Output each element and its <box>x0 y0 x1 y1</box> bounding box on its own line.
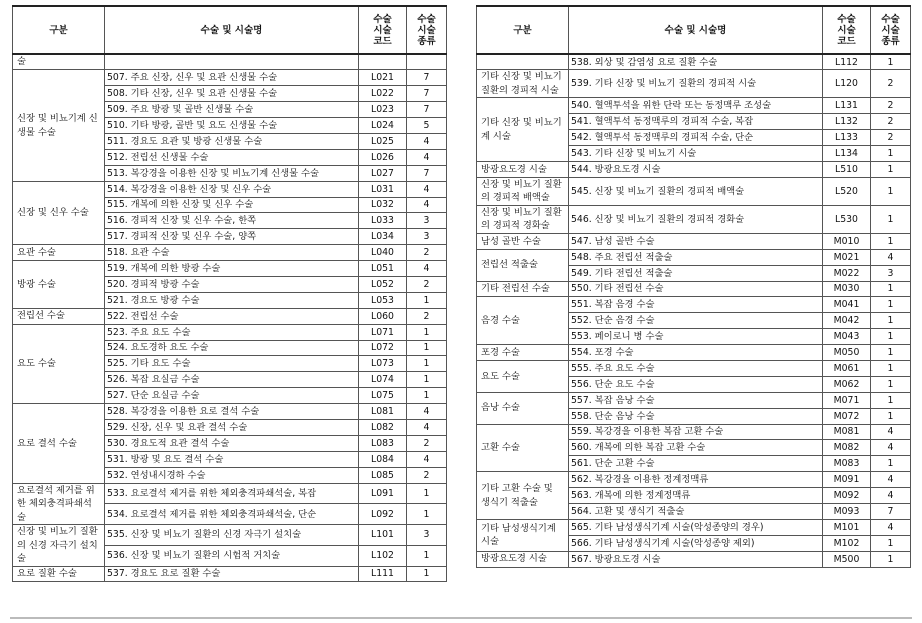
code-cell: M041 <box>823 297 871 313</box>
code-cell: L053 <box>359 292 407 308</box>
count-cell: 1 <box>871 360 911 376</box>
count-cell: 2 <box>407 276 447 292</box>
category-cell <box>477 54 569 70</box>
code-cell: L052 <box>359 276 407 292</box>
count-cell: 4 <box>871 488 911 504</box>
table-row <box>477 392 911 408</box>
code-cell: L075 <box>359 388 407 404</box>
code-cell: L024 <box>359 118 407 134</box>
code-cell: L131 <box>823 98 871 114</box>
table-row <box>13 181 447 197</box>
table-row <box>477 54 911 70</box>
code-cell: L074 <box>359 372 407 388</box>
code-cell: L102 <box>359 545 407 566</box>
table-row <box>477 177 911 205</box>
count-cell: 3 <box>407 213 447 229</box>
procedure-cell: 537. 경요도 요로 질환 수술 <box>105 566 359 582</box>
category-cell: 요관 수술 <box>13 245 105 261</box>
count-cell: 1 <box>871 54 911 70</box>
header-category: 구분 <box>13 6 105 54</box>
count-cell: 1 <box>871 205 911 233</box>
count-cell: 1 <box>871 281 911 297</box>
procedure-cell: 524. 요도경하 요도 수술 <box>105 340 359 356</box>
code-cell: L112 <box>823 54 871 70</box>
category-cell: 고환 수술 <box>477 424 569 472</box>
table-row <box>477 70 911 98</box>
procedure-cell: 509. 주요 방광 및 골반 신생물 수술 <box>105 102 359 118</box>
code-cell: L071 <box>359 324 407 340</box>
procedure-cell: 566. 기타 남성생식기계 시술(악성종양 제외) <box>569 535 823 551</box>
table-row <box>477 424 911 440</box>
count-cell: 4 <box>407 261 447 277</box>
procedure-cell: 554. 포경 수술 <box>569 345 823 361</box>
code-cell: L111 <box>359 566 407 582</box>
count-cell: 2 <box>871 98 911 114</box>
count-cell: 4 <box>407 451 447 467</box>
procedure-cell: 512. 전립선 신생물 수술 <box>105 149 359 165</box>
count-cell: 4 <box>407 197 447 213</box>
count-cell: 4 <box>871 519 911 535</box>
count-cell: 2 <box>871 114 911 130</box>
code-cell: L082 <box>359 419 407 435</box>
code-cell: M043 <box>823 329 871 345</box>
procedure-cell: 528. 복강경을 이용한 요로 결석 수술 <box>105 404 359 420</box>
category-cell: 방광요도경 시술 <box>477 551 569 567</box>
count-cell: 4 <box>871 472 911 488</box>
procedure-cell: 536. 신장 및 비뇨기 질환의 시험적 거치술 <box>105 545 359 566</box>
code-cell: L085 <box>359 467 407 483</box>
left-table-header-row <box>13 6 447 54</box>
procedure-cell: 535. 신장 및 비뇨기 질환의 신경 자극기 설치술 <box>105 525 359 546</box>
table-row <box>13 70 447 86</box>
count-cell: 2 <box>407 245 447 261</box>
table-row <box>477 249 911 265</box>
procedure-cell: 565. 기타 남성생식기계 시술(악성종양의 경우) <box>569 519 823 535</box>
code-cell: M062 <box>823 376 871 392</box>
procedure-cell: 531. 방광 및 요도 결석 수술 <box>105 451 359 467</box>
procedure-cell: 550. 기타 전립선 수술 <box>569 281 823 297</box>
table-row <box>477 472 911 488</box>
code-cell: M022 <box>823 265 871 281</box>
code-cell: L022 <box>359 86 407 102</box>
procedure-cell: 560. 개복에 의한 복잡 고환 수술 <box>569 440 823 456</box>
procedure-cell: 507. 주요 신장, 신우 및 요관 신생물 수술 <box>105 70 359 86</box>
code-cell: L021 <box>359 70 407 86</box>
count-cell: 2 <box>871 130 911 146</box>
code-cell: L073 <box>359 356 407 372</box>
count-cell: 1 <box>407 504 447 525</box>
category-cell: 방광 수술 <box>13 261 105 309</box>
count-cell: 1 <box>871 177 911 205</box>
code-cell: M091 <box>823 472 871 488</box>
category-cell: 요도 수술 <box>13 324 105 403</box>
category-cell: 기타 전립선 수술 <box>477 281 569 297</box>
table-row <box>13 566 447 582</box>
procedure-cell: 542. 혈액투석 동정맥루의 경피적 수술, 단순 <box>569 130 823 146</box>
procedure-cell: 519. 개복에 의한 방광 수술 <box>105 261 359 277</box>
table-row <box>477 161 911 177</box>
count-cell: 2 <box>407 308 447 324</box>
procedure-cell: 516. 경피적 신장 및 신우 수술, 한쪽 <box>105 213 359 229</box>
code-cell: L133 <box>823 130 871 146</box>
code-cell: L031 <box>359 181 407 197</box>
count-cell: 3 <box>407 525 447 546</box>
code-cell: L092 <box>359 504 407 525</box>
count-cell: 3 <box>407 229 447 245</box>
count-cell: 1 <box>871 535 911 551</box>
procedure-cell: 556. 단순 요도 수술 <box>569 376 823 392</box>
procedure-cell: 520. 경피적 방광 수술 <box>105 276 359 292</box>
procedure-cell: 523. 주요 요도 수술 <box>105 324 359 340</box>
procedure-cell: 549. 기타 전립선 적출술 <box>569 265 823 281</box>
procedure-cell: 508. 기타 신장, 신우 및 요관 신생물 수술 <box>105 86 359 102</box>
code-cell: L134 <box>823 146 871 162</box>
procedure-cell: 544. 방광요도경 시술 <box>569 161 823 177</box>
count-cell: 1 <box>407 356 447 372</box>
count-cell: 4 <box>871 440 911 456</box>
count-cell: 1 <box>407 292 447 308</box>
procedure-cell: 521. 경요도 방광 수술 <box>105 292 359 308</box>
procedure-cell: 548. 주요 전립선 적출술 <box>569 249 823 265</box>
table-row <box>477 281 911 297</box>
table-row <box>13 245 447 261</box>
table-row <box>477 205 911 233</box>
table-row <box>477 519 911 535</box>
procedure-cell: 525. 기타 요도 수술 <box>105 356 359 372</box>
procedure-cell: 533. 요로결석 제거를 위한 체외충격파쇄석술, 복잡 <box>105 483 359 504</box>
code-cell: L025 <box>359 133 407 149</box>
count-cell: 1 <box>871 297 911 313</box>
category-cell: 음낭 수술 <box>477 392 569 424</box>
procedure-cell: 555. 주요 요도 수술 <box>569 360 823 376</box>
procedure-cell: 530. 경요도적 요관 결석 수술 <box>105 435 359 451</box>
count-cell: 2 <box>407 467 447 483</box>
count-cell: 2 <box>407 435 447 451</box>
procedure-cell: 539. 기타 신장 및 비뇨기 질환의 경피적 시술 <box>569 70 823 98</box>
table-row <box>477 297 911 313</box>
count-cell: 4 <box>871 249 911 265</box>
count-cell: 7 <box>871 503 911 519</box>
table-row <box>13 404 447 420</box>
procedure-cell <box>105 54 359 70</box>
count-cell: 3 <box>871 265 911 281</box>
procedure-cell: 534. 요로결석 제거를 위한 체외충격파쇄석술, 단순 <box>105 504 359 525</box>
code-cell: M072 <box>823 408 871 424</box>
count-cell: 4 <box>407 133 447 149</box>
count-cell: 1 <box>407 545 447 566</box>
category-cell: 신장 및 비뇨기 질환의 경피적 배액술 <box>477 177 569 205</box>
count-cell: 1 <box>407 324 447 340</box>
count-cell: 4 <box>407 419 447 435</box>
code-cell: L034 <box>359 229 407 245</box>
code-cell: M082 <box>823 440 871 456</box>
category-cell: 기타 남성생식기계 시술 <box>477 519 569 551</box>
header-procedure: 수술 및 시술명 <box>105 6 359 54</box>
table-row <box>477 345 911 361</box>
category-cell: 기타 신장 및 비뇨기 질환의 경피적 시술 <box>477 70 569 98</box>
code-cell <box>359 54 407 70</box>
procedure-cell: 553. 페이로니 병 수술 <box>569 329 823 345</box>
code-cell: L520 <box>823 177 871 205</box>
table-row <box>13 483 447 504</box>
code-cell: L027 <box>359 165 407 181</box>
table-row <box>13 324 447 340</box>
count-cell: 1 <box>871 345 911 361</box>
code-cell: L032 <box>359 197 407 213</box>
code-cell: M101 <box>823 519 871 535</box>
right-table-header-row <box>477 6 911 54</box>
category-cell: 포경 수술 <box>477 345 569 361</box>
count-cell: 1 <box>407 340 447 356</box>
category-cell: 요로 질환 수술 <box>13 566 105 582</box>
table-row <box>477 233 911 249</box>
code-cell: L060 <box>359 308 407 324</box>
procedure-cell: 538. 외상 및 감염성 요로 질환 수술 <box>569 54 823 70</box>
code-cell: M093 <box>823 503 871 519</box>
header-procedure: 수술 및 시술명 <box>569 6 823 54</box>
procedure-cell: 515. 개복에 의한 신장 및 신우 수술 <box>105 197 359 213</box>
category-cell: 신장 및 비뇨기 질환의 신경 자극기 설치술 <box>13 525 105 567</box>
code-cell: M042 <box>823 313 871 329</box>
code-cell: M071 <box>823 392 871 408</box>
category-cell: 남성 골반 수술 <box>477 233 569 249</box>
count-cell: 4 <box>407 181 447 197</box>
procedure-cell: 514. 복강경을 이용한 신장 및 신우 수술 <box>105 181 359 197</box>
code-cell: L040 <box>359 245 407 261</box>
count-cell: 1 <box>871 392 911 408</box>
code-cell: L530 <box>823 205 871 233</box>
count-cell: 1 <box>871 233 911 249</box>
table-row <box>13 261 447 277</box>
code-cell: L083 <box>359 435 407 451</box>
procedure-cell: 546. 신장 및 비뇨기 질환의 경피적 경화술 <box>569 205 823 233</box>
count-cell: 1 <box>407 566 447 582</box>
count-cell: 7 <box>407 165 447 181</box>
code-cell: L033 <box>359 213 407 229</box>
procedure-cell: 557. 복잡 음낭 수술 <box>569 392 823 408</box>
count-cell: 1 <box>871 146 911 162</box>
code-cell: L084 <box>359 451 407 467</box>
code-cell: L072 <box>359 340 407 356</box>
count-cell: 7 <box>407 70 447 86</box>
header-category: 구분 <box>477 6 569 54</box>
procedure-cell: 522. 전립선 수술 <box>105 308 359 324</box>
count-cell: 4 <box>407 149 447 165</box>
procedure-cell: 518. 요관 수술 <box>105 245 359 261</box>
code-cell: L081 <box>359 404 407 420</box>
count-cell: 1 <box>407 388 447 404</box>
procedure-cell: 527. 단순 요실금 수술 <box>105 388 359 404</box>
category-cell: 전립선 수술 <box>13 308 105 324</box>
procedure-cell: 563. 개복에 의한 정계정맥류 <box>569 488 823 504</box>
code-cell: M010 <box>823 233 871 249</box>
category-cell: 요로결석 제거를 위한 체외충격파쇄석술 <box>13 483 105 525</box>
table-row <box>477 360 911 376</box>
count-cell: 1 <box>871 313 911 329</box>
code-cell: M500 <box>823 551 871 567</box>
count-cell: 1 <box>871 161 911 177</box>
procedure-cell: 529. 신장, 신우 및 요관 결석 수술 <box>105 419 359 435</box>
count-cell: 7 <box>407 86 447 102</box>
procedure-cell: 532. 연성내시경하 수술 <box>105 467 359 483</box>
count-cell: 4 <box>871 424 911 440</box>
code-cell: L132 <box>823 114 871 130</box>
code-cell: M083 <box>823 456 871 472</box>
table-row <box>13 308 447 324</box>
category-cell: 신장 및 신우 수술 <box>13 181 105 245</box>
code-cell: L026 <box>359 149 407 165</box>
code-cell: M081 <box>823 424 871 440</box>
right-table-body <box>477 54 911 567</box>
code-cell: L091 <box>359 483 407 504</box>
table-row <box>13 525 447 546</box>
procedure-cell: 551. 복잡 음경 수술 <box>569 297 823 313</box>
count-cell <box>407 54 447 70</box>
header-count: 수술 시술 종류 <box>871 6 911 54</box>
procedure-cell: 547. 남성 골반 수술 <box>569 233 823 249</box>
left-procedure-table <box>12 5 447 582</box>
count-cell: 7 <box>407 102 447 118</box>
category-cell: 기타 신장 및 비뇨기계 시술 <box>477 98 569 162</box>
header-code: 수술 시술 코드 <box>359 6 407 54</box>
code-cell: M061 <box>823 360 871 376</box>
category-cell: 요로 결석 수술 <box>13 404 105 483</box>
procedure-cell: 511. 경요도 요관 및 방광 신생물 수술 <box>105 133 359 149</box>
count-cell: 1 <box>407 372 447 388</box>
header-code: 수술 시술 코드 <box>823 6 871 54</box>
code-cell: L510 <box>823 161 871 177</box>
procedure-cell: 562. 복강경을 이용한 정계정맥류 <box>569 472 823 488</box>
procedure-cell: 545. 신장 및 비뇨기 질환의 경피적 배액술 <box>569 177 823 205</box>
category-cell: 전립선 적출술 <box>477 249 569 281</box>
procedure-cell: 543. 기타 신장 및 비뇨기 시술 <box>569 146 823 162</box>
count-cell: 1 <box>871 456 911 472</box>
procedure-cell: 541. 혈액투석 동정맥루의 경피적 수술, 복잡 <box>569 114 823 130</box>
table-row <box>13 54 447 70</box>
procedure-cell: 561. 단순 고환 수술 <box>569 456 823 472</box>
code-cell: L120 <box>823 70 871 98</box>
procedure-cell: 513. 복강경을 이용한 신장 및 비뇨기계 신생물 수술 <box>105 165 359 181</box>
procedure-cell: 567. 방광요도경 시술 <box>569 551 823 567</box>
procedure-cell: 564. 고환 및 생식기 적출술 <box>569 503 823 519</box>
procedure-cell: 526. 복잡 요실금 수술 <box>105 372 359 388</box>
procedure-cell: 552. 단순 음경 수술 <box>569 313 823 329</box>
code-cell: M102 <box>823 535 871 551</box>
code-cell: M050 <box>823 345 871 361</box>
code-cell: M092 <box>823 488 871 504</box>
count-cell: 1 <box>871 408 911 424</box>
category-cell: 기타 고환 수술 및 생식기 적출술 <box>477 472 569 520</box>
code-cell: L101 <box>359 525 407 546</box>
procedure-cell: 517. 경피적 신장 및 신우 수술, 양쪽 <box>105 229 359 245</box>
procedure-cell: 510. 기타 방광, 골반 및 요도 신생물 수술 <box>105 118 359 134</box>
code-cell: M030 <box>823 281 871 297</box>
header-count: 수술 시술 종류 <box>407 6 447 54</box>
code-cell: L023 <box>359 102 407 118</box>
procedure-cell: 540. 혈액투석을 위한 단락 또는 동정맥루 조성술 <box>569 98 823 114</box>
category-cell: 신장 및 비뇨기 질환의 경피적 경화술 <box>477 205 569 233</box>
category-cell: 술 <box>13 54 105 70</box>
code-cell: M021 <box>823 249 871 265</box>
count-cell: 1 <box>407 483 447 504</box>
procedure-cell: 558. 단순 음낭 수술 <box>569 408 823 424</box>
count-cell: 1 <box>871 376 911 392</box>
procedure-cell: 559. 복강경을 이용한 복잡 고환 수술 <box>569 424 823 440</box>
table-row <box>477 98 911 114</box>
count-cell: 2 <box>871 70 911 98</box>
left-table-body <box>13 54 447 582</box>
count-cell: 5 <box>407 118 447 134</box>
page-bottom-rule <box>10 617 912 619</box>
table-row <box>477 551 911 567</box>
category-cell: 신장 및 비뇨기계 신생물 수술 <box>13 70 105 181</box>
right-procedure-table <box>476 5 911 568</box>
count-cell: 1 <box>871 329 911 345</box>
count-cell: 1 <box>871 551 911 567</box>
code-cell: L051 <box>359 261 407 277</box>
category-cell: 요도 수술 <box>477 360 569 392</box>
count-cell: 4 <box>407 404 447 420</box>
category-cell: 방광요도경 시술 <box>477 161 569 177</box>
category-cell: 음경 수술 <box>477 297 569 345</box>
